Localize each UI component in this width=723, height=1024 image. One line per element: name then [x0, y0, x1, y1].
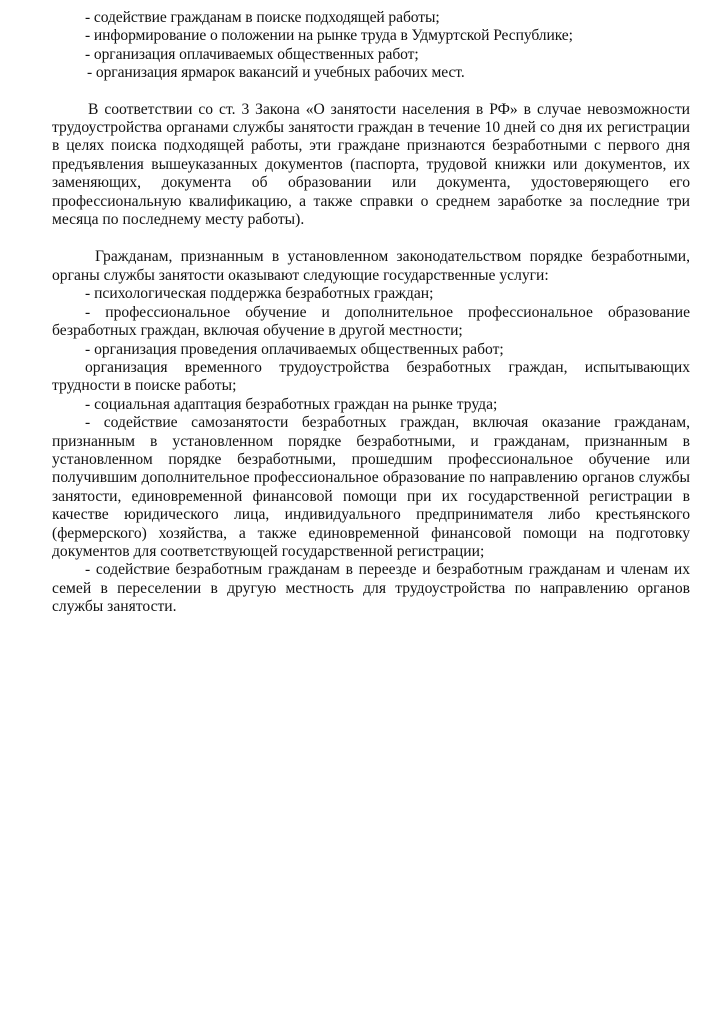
service-item: - психологическая поддержка безработных граждан;: [85, 285, 434, 303]
document-page: [52, 9, 690, 617]
intro-list-item: - организация ярмарок вакансий и учебных рабочих мест.: [87, 64, 465, 82]
service-item: - содействие самозанятости безработных граждан, включая оказание гражданам, признанным в установленном порядке безработными, и гражданам, признанным в установленном порядке безработными, прошедшим профессиональное обучение или получившим дополнительное профессиональное образование по направлению органов службы занятости, единовременной финансовой помощи при их государственной регистрации в качестве юридического лица, индивидуального предпринимателя либо крестьянского (фермерского) хозяйства, а также единовременной финансовой помощи на подготовку документов для соответствующей государственной регистрации;: [52, 414, 690, 560]
service-item: организация временного трудоустройства безработных граждан, испытывающих трудности в поиске работы;: [52, 358, 690, 395]
service-item: - социальная адаптация безработных граждан на рынке труда;: [85, 395, 498, 413]
intro-list-item: - содействие гражданам в поиске подходящей работы;: [85, 9, 440, 26]
service-item: - организация проведения оплачиваемых общественных работ;: [85, 340, 504, 358]
service-item: - профессиональное обучение и дополнительное профессиональное образование безработных граждан, включая обучение в другой местности;: [52, 303, 690, 340]
paragraph-services-intro: Гражданам, признанным в установленном законодательством порядке безработными, органы службы занятости оказывают следующие государственные услуги:: [52, 248, 690, 284]
service-item: - содействие безработным гражданам в переезде и безработным гражданам и членам их семей в переселении в другую местность для трудоустройства по направлению органов службы занятости.: [52, 561, 690, 616]
intro-list-item: - организация оплачиваемых общественных работ;: [85, 45, 419, 63]
paragraph-law: В соответствии со ст. 3 Закона «О занятости населения в РФ» в случае невозможности трудоустройства органами службы занятости граждан в течение 10 дней со дня их регистрации в целях поиска подходящей работы, эти граждане признаются безработными с первого дня предъявления вышеуказанных документов (паспорта, трудовой книжки или документов, их заменяющих, документа об образовании или документа, удостоверяющего его профессиональную квалификацию, а также справки о среднем заработке за последние три месяца по последнему месту работы).: [52, 100, 690, 229]
intro-list-item: - информирование о положении на рынке труда в Удмуртской Республике;: [85, 27, 573, 45]
